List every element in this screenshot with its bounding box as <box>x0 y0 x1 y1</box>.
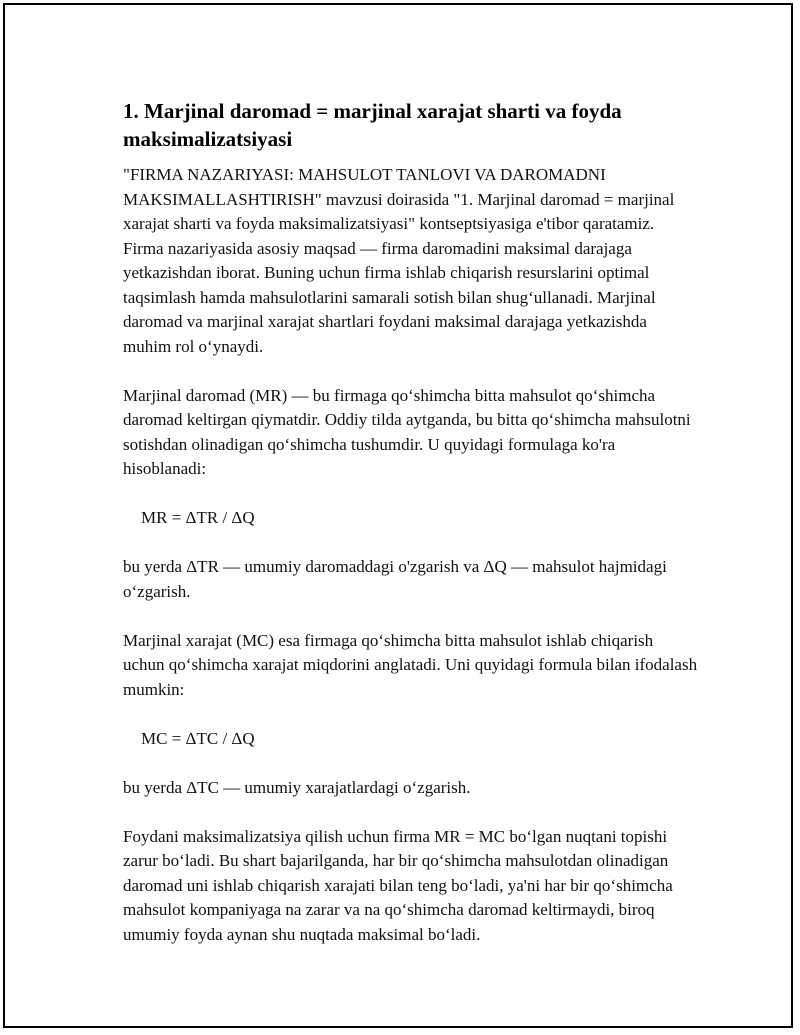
mc-explanation-paragraph: bu yerda ΔTC — umumiy xarajatlardagi o‘zgarish. <box>123 777 471 797</box>
mr-explanation-paragraph: bu yerda ΔTR — umumiy daromaddagi o'zgarish va ΔQ — mahsulot hajmidagi o‘zgarish. <box>123 557 667 601</box>
document-body <box>123 97 698 972</box>
conclusion-paragraph: Foydani maksimalizatsiya qilish uchun firma MR = MC bo‘lgan nuqtani topishi zarur bo‘ladi. Bu shart bajarilganda, har bir qo‘shimcha mahsulotdan olinadigan daromad uni ishlab chiqarish xarajati bilan teng bo‘ladi, ya'ni har bir qo‘shimcha mahsulot kompaniyaga na zarar va na qo‘shimcha daromad keltirmaydi, biroq umumiy foyda aynan shu nuqtada maksimal bo‘ladi. <box>123 826 673 944</box>
mr-formula: MR = ΔTR / ΔQ <box>141 508 255 527</box>
mc-definition-paragraph: Marjinal xarajat (MC) esa firmaga qo‘shimcha bitta mahsulot ishlab chiqarish uchun qo‘shimcha xarajat miqdorini anglatadi. Uni quyidagi formula bilan ifodalash mumkin: <box>123 630 698 699</box>
page-frame <box>3 3 793 1028</box>
section-heading: 1. Marjinal daromad = marjinal xarajat sharti va foyda maksimalizatsiyasi <box>123 99 622 151</box>
mc-formula: MC = ΔTC / ΔQ <box>141 728 255 748</box>
intro-paragraph: "FIRMA NAZARIYASI: MAHSULOT TANLOVI VA DAROMADNI MAKSIMALLASHTIRISH" mavzusi doirasida "1. Marjinal daromad = marjinal xarajat sharti va foyda maksimalizatsiyasi" kontseptsiyasiga e'tibor qaratamiz. Firma nazariyasida asosiy maqsad — firma daromadini maksimal darajaga yetkazishdan iborat. Buning uchun firma ishlab chiqarish resurslarini optimal taqsimlash hamda mahsulotlarini samarali sotish bilan shug‘ullanadi. Marjinal daromad va marjinal xarajat shartlari foydani maksimal darajaga yetkazishda muhim rol o‘ynaydi. <box>123 165 675 356</box>
mr-definition-paragraph: Marjinal daromad (MR) — bu firmaga qo‘shimcha bitta mahsulot qo‘shimcha daromad keltirgan qiymatdir. Oddiy tilda aytganda, bu bitta qo‘shimcha mahsulotni sotishdan olinadigan qo‘shimcha tushumdir. U quyidagi formulaga ko'ra hisoblanadi: <box>123 385 691 478</box>
